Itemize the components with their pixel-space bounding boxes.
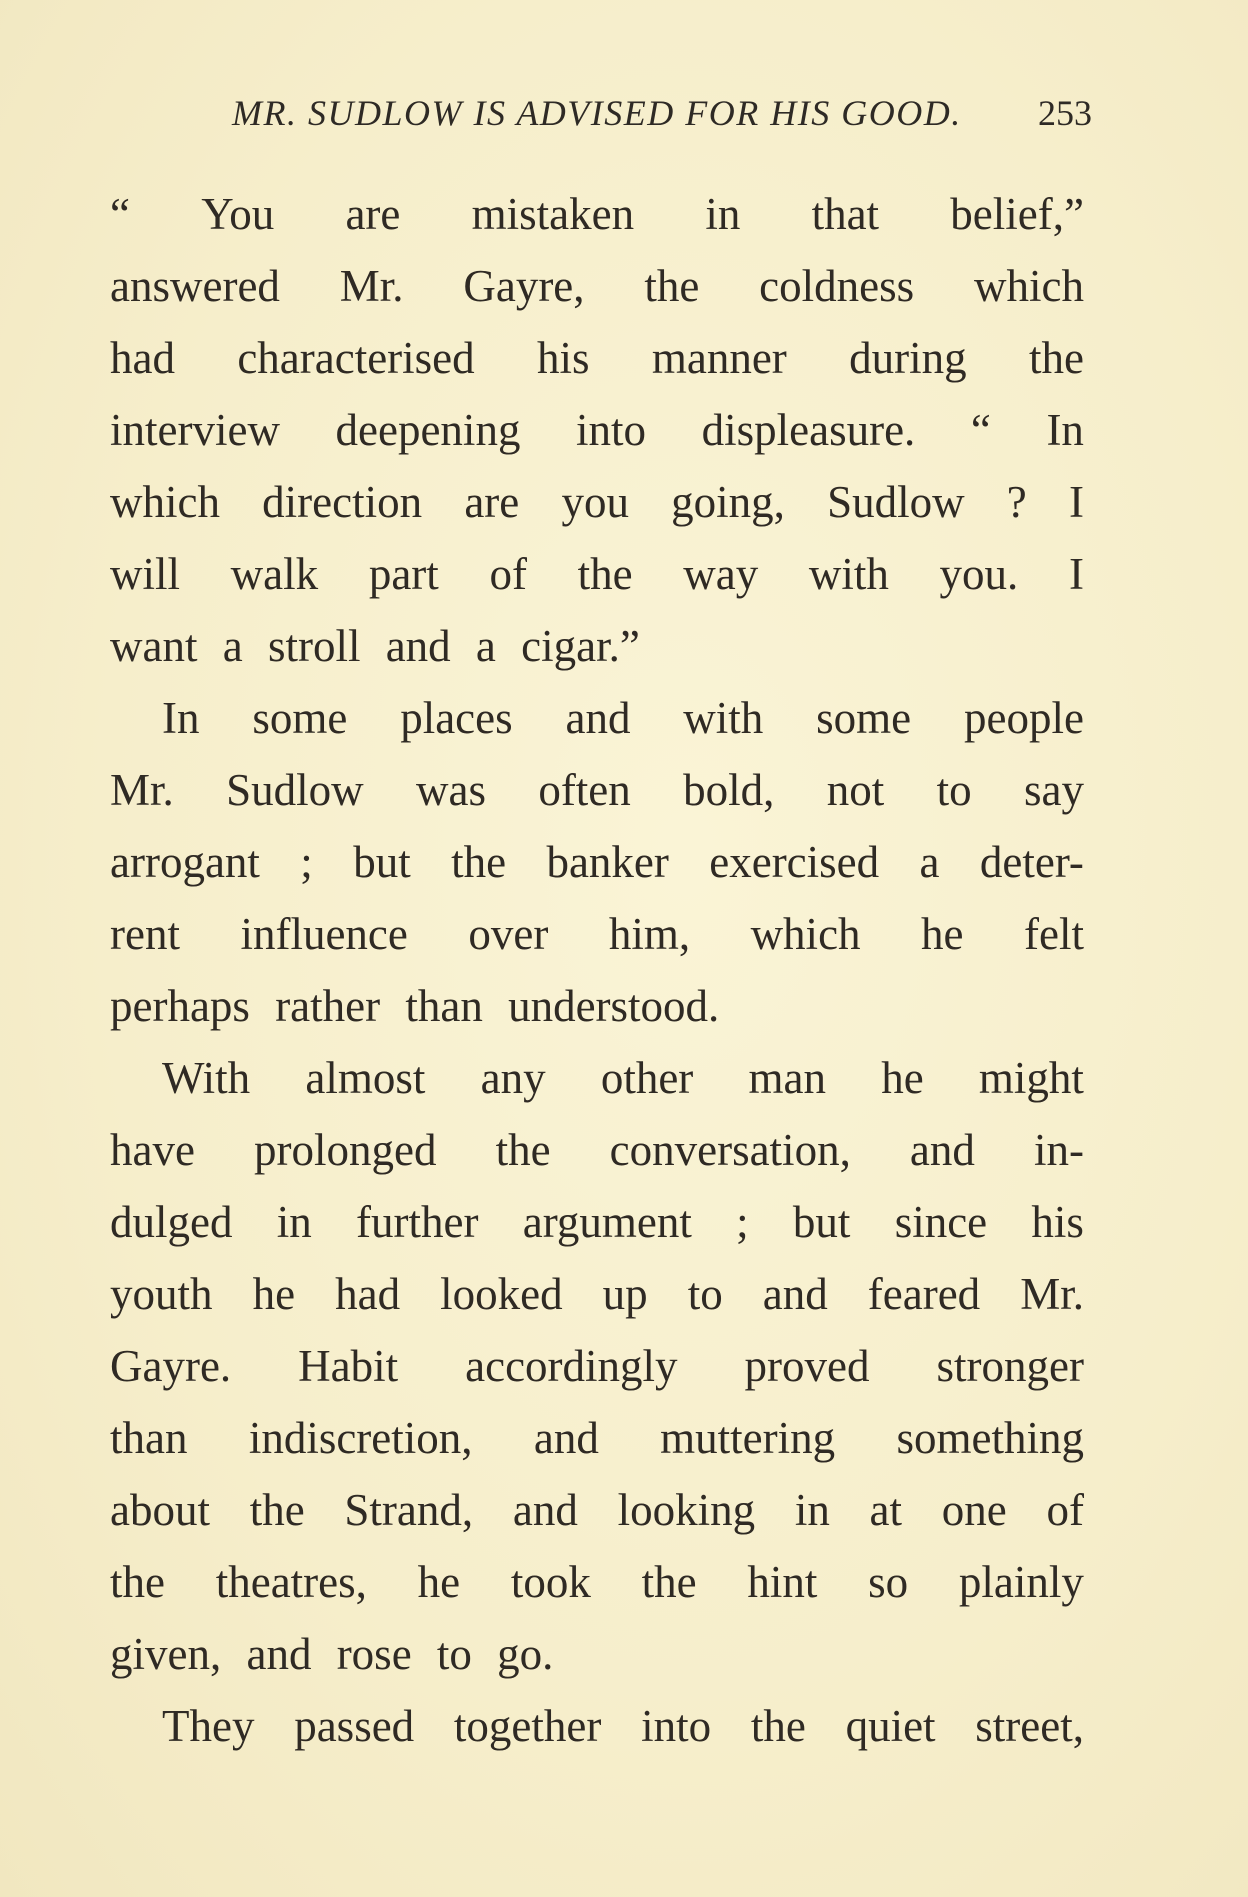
text-line: given, and rose to go. [110, 1629, 554, 1679]
body-text [110, 178, 1084, 1762]
text-line: will walk part of the way with you. I [110, 549, 1084, 599]
text-line: about the Strand, and looking in at one of [110, 1485, 1084, 1535]
text-line: Mr. Sudlow was often bold, not to say [110, 765, 1084, 815]
text-line: which direction are you going, Sudlow ? I [110, 477, 1084, 527]
paragraph [110, 178, 1084, 682]
text-line: perhaps rather than understood. [110, 981, 720, 1031]
text-line: Gayre. Habit accordingly proved stronger [110, 1341, 1084, 1391]
text-line: In some places and with some people [162, 693, 1084, 743]
text-line: have prolonged the conversation, and in- [110, 1125, 1084, 1175]
running-title: MR. SUDLOW IS ADVISED FOR HIS GOOD. [232, 93, 962, 133]
paragraph [110, 1042, 1084, 1690]
running-header [232, 92, 1092, 142]
text-line: had characterised his manner during the [110, 333, 1084, 383]
paragraph [110, 682, 1084, 1042]
text-line: than indiscretion, and muttering something [110, 1413, 1084, 1463]
text-line: interview deepening into displeasure. “ In [110, 405, 1084, 455]
text-line: With almost any other man he might [162, 1053, 1084, 1103]
text-line: answered Mr. Gayre, the coldness which [110, 261, 1084, 311]
text-line: youth he had looked up to and feared Mr. [110, 1269, 1084, 1319]
text-line: arrogant ; but the banker exercised a deter- [110, 837, 1084, 887]
text-line: “ You are mistaken in that belief,” [110, 189, 1084, 239]
page-number: 253 [1038, 93, 1092, 133]
text-line: dulged in further argument ; but since his [110, 1197, 1084, 1247]
text-line: rent influence over him, which he felt [110, 909, 1084, 959]
paragraph [110, 1690, 1084, 1762]
text-line: want a stroll and a cigar.” [110, 621, 640, 671]
text-line: They passed together into the quiet street, [162, 1701, 1084, 1751]
text-line: the theatres, he took the hint so plainly [110, 1557, 1084, 1607]
